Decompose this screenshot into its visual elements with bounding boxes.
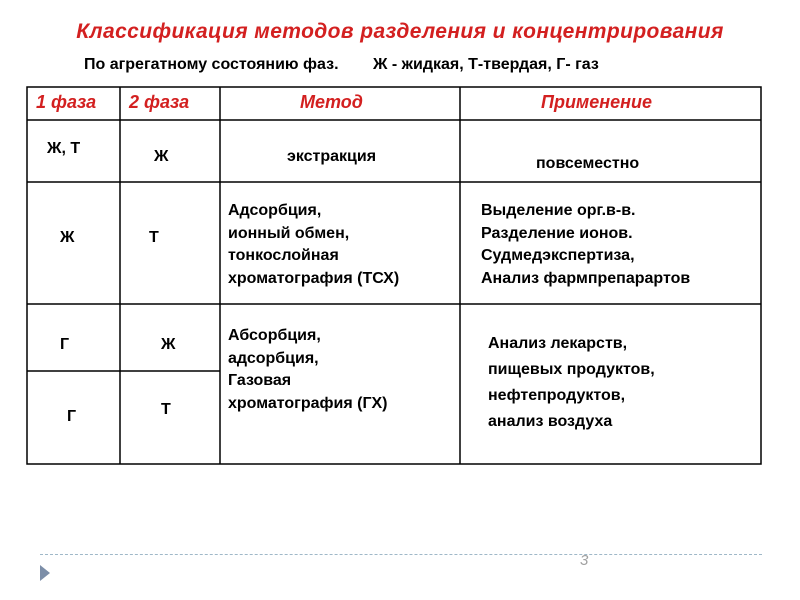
row3-application (488, 333, 655, 437)
row1-phase2: Ж (154, 148, 169, 165)
row1-method: экстракция (287, 148, 377, 165)
application-line: Судмедэкспертиза, (481, 247, 635, 264)
header-phase1: 1 фаза (36, 92, 97, 112)
footer-divider (40, 554, 762, 555)
triangle-right-icon[interactable] (40, 565, 50, 581)
method-line: ионный обмен, (228, 224, 350, 242)
header-phase2: 2 фаза (129, 92, 190, 112)
application-line: нефтепродуктов, (488, 387, 626, 404)
row2-phase1: Ж (60, 229, 75, 246)
application-line: анализ воздуха (488, 413, 613, 430)
slide-title: Классификация методов разделения и концентрирования (76, 20, 724, 43)
page-number: 3 (580, 552, 589, 569)
row1-phase1: Ж, Т (47, 140, 81, 157)
header-application: Применение (541, 92, 653, 112)
application-line: Анализ фармпрепарартов (481, 269, 691, 287)
row4-phase2: Т (161, 401, 171, 418)
application-line: пищевых продуктов, (488, 361, 655, 378)
method-line: Абсорбция, (228, 327, 321, 344)
row2-phase2: Т (149, 229, 159, 246)
application-line: Выделение орг.в-в. (481, 202, 636, 219)
row1-application: повсеместно (536, 155, 640, 172)
row2-method (228, 200, 399, 290)
application-line: Разделение ионов. (481, 224, 633, 242)
phase-legend: Ж - жидкая, Т-твердая, Г- газ (372, 56, 599, 73)
subtitle-text: По агрегатному состоянию фаз. (84, 56, 339, 73)
row4-phase1: Г (67, 408, 77, 425)
row3-phase1: Г (60, 336, 70, 353)
header-method: Метод (300, 92, 363, 112)
method-line: хроматография (ТСХ) (228, 269, 400, 287)
row3-phase2: Ж (161, 336, 176, 353)
method-line: тонкослойная (228, 247, 339, 264)
application-line: Анализ лекарств, (488, 335, 628, 352)
method-line: адсорбция, (228, 349, 319, 367)
method-line: Адсорбция, (228, 202, 322, 219)
row3-method (228, 325, 388, 415)
method-line: хроматография (ГХ) (228, 394, 388, 412)
method-line: Газовая (228, 372, 292, 389)
row2-application (481, 200, 690, 290)
